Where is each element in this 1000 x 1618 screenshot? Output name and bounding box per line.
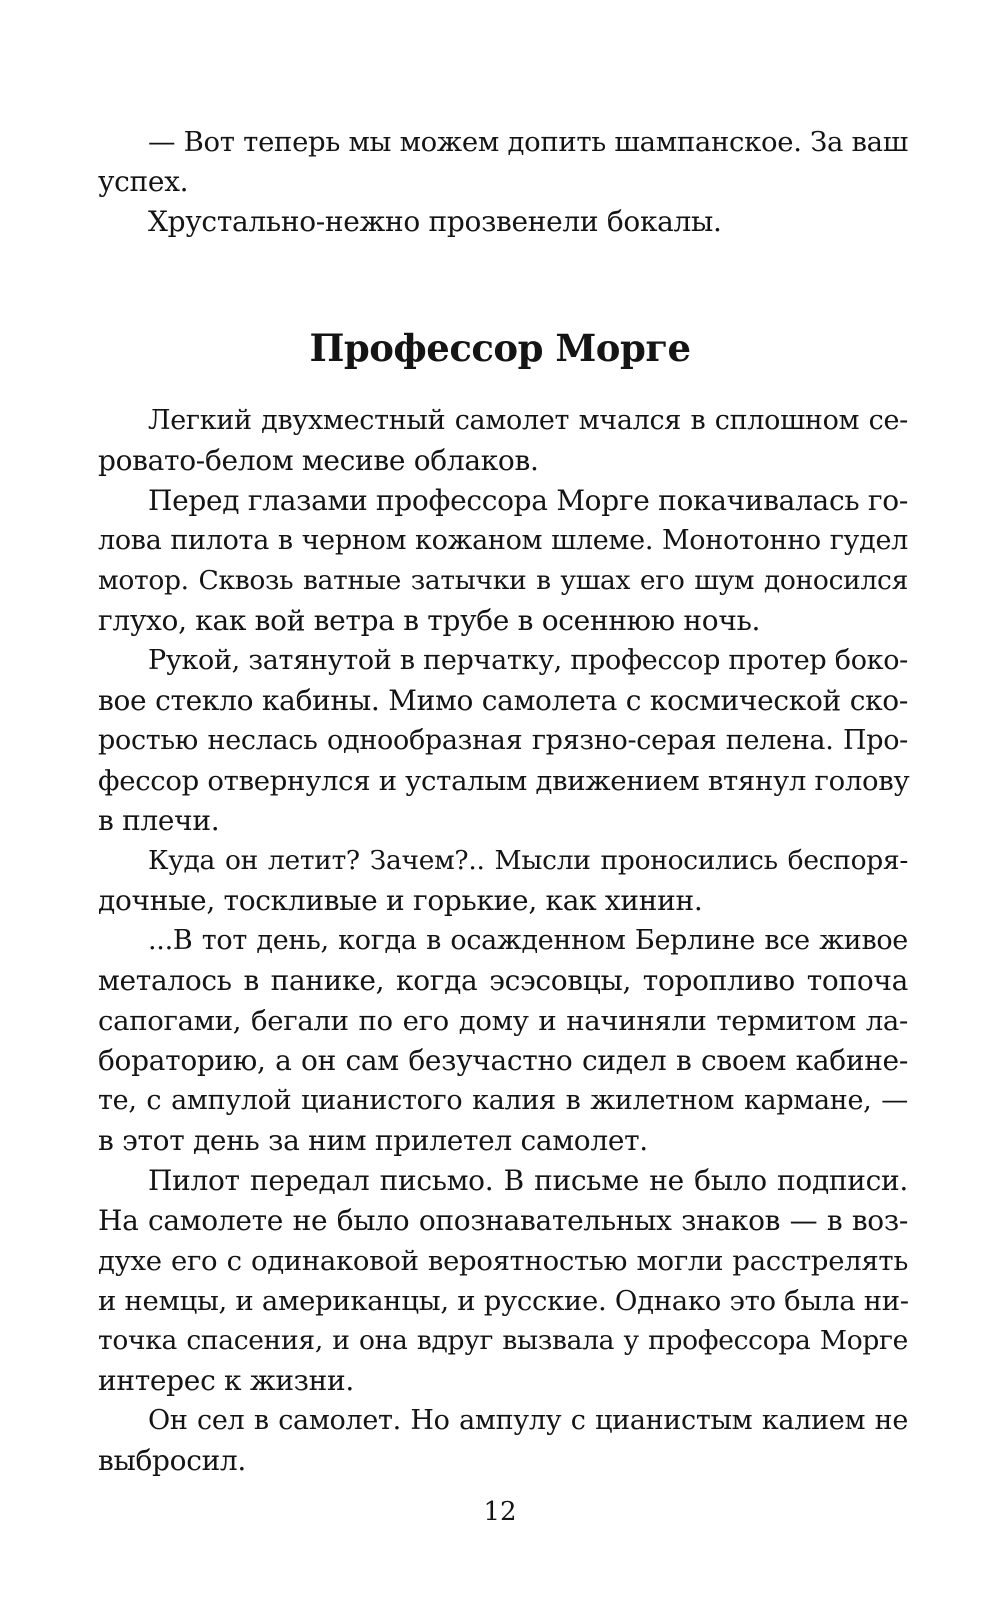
text-line: духе его с одинаковой вероятностью могли расстрелять <box>98 1245 908 1277</box>
text-line: Он сел в самолет. Но ампулу с цианистым калием не <box>148 1405 908 1436</box>
text-line: выбросил. <box>98 1444 247 1477</box>
text-line: интерес к жизни. <box>98 1364 354 1397</box>
text-line: металось в панике, когда эсэсовцы, торопливо топоча <box>98 964 908 997</box>
text-line: Куда он летит? Зачем?.. Мысли проносились беспоря- <box>148 845 908 876</box>
text-line: Перед глазами профессора Морге покачивалась го- <box>148 484 908 517</box>
text-line: Рукой, затянутой в перчатку, профессор протер боко- <box>148 645 908 676</box>
chapter-title: Профессор Морге <box>309 326 691 370</box>
text-line: в плечи. <box>98 804 220 837</box>
text-line: — Вот теперь мы можем допить шампанское. За ваш <box>148 126 909 158</box>
text-line: ровато-белом месиве облаков. <box>98 444 539 477</box>
text-line: лова пилота в черном кожаном шлеме. Монотонно гудел <box>98 525 908 556</box>
preceding-chapter-ending <box>98 122 908 242</box>
text-line: точка спасения, и она вдруг вызвала у профессора Морге <box>98 1325 908 1356</box>
page-number: 12 <box>483 1497 517 1527</box>
chapter-body-text <box>98 401 908 1481</box>
text-line: те, с ампулой цианистого калия в жилетном кармане, — <box>98 1085 908 1116</box>
text-line: Пилот передал письмо. В письме не было подписи. <box>148 1164 908 1197</box>
text-line: успех. <box>98 165 189 198</box>
text-line: Легкий двухместный самолет мчался в сплошном се- <box>148 405 908 436</box>
text-line: ростью неслась однообразная грязно-серая пелена. Про- <box>98 725 908 756</box>
text-line: ...В тот день, когда в осажденном Берлине все живое <box>148 925 908 956</box>
text-line: бораторию, а он сам безучастно сидел в своем кабине- <box>98 1044 908 1077</box>
text-line: дочные, тоскливые и горькие, как хинин. <box>98 884 703 917</box>
text-line: вое стекло кабины. Мимо самолета с космической ско- <box>98 684 908 717</box>
text-line: глухо, как вой ветра в трубе в осеннюю ночь. <box>98 604 761 637</box>
text-line: На самолете не было опознавательных знаков — в воз- <box>98 1204 908 1237</box>
text-line: мотор. Сквозь ватные затычки в ушах его шум доносился <box>98 565 908 596</box>
text-line: в этот день за ним прилетел самолет. <box>98 1124 648 1157</box>
text-line: фессор отвернулся и усталым движением втянул голову <box>98 765 910 797</box>
text-line: и немцы, и американцы, и русские. Однако это была ни- <box>98 1285 909 1317</box>
text-line: Хрустально-нежно прозвенели бокалы. <box>148 205 722 238</box>
text-line: сапогами, бегали по его дому и начиняли термитом ла- <box>98 1005 908 1037</box>
